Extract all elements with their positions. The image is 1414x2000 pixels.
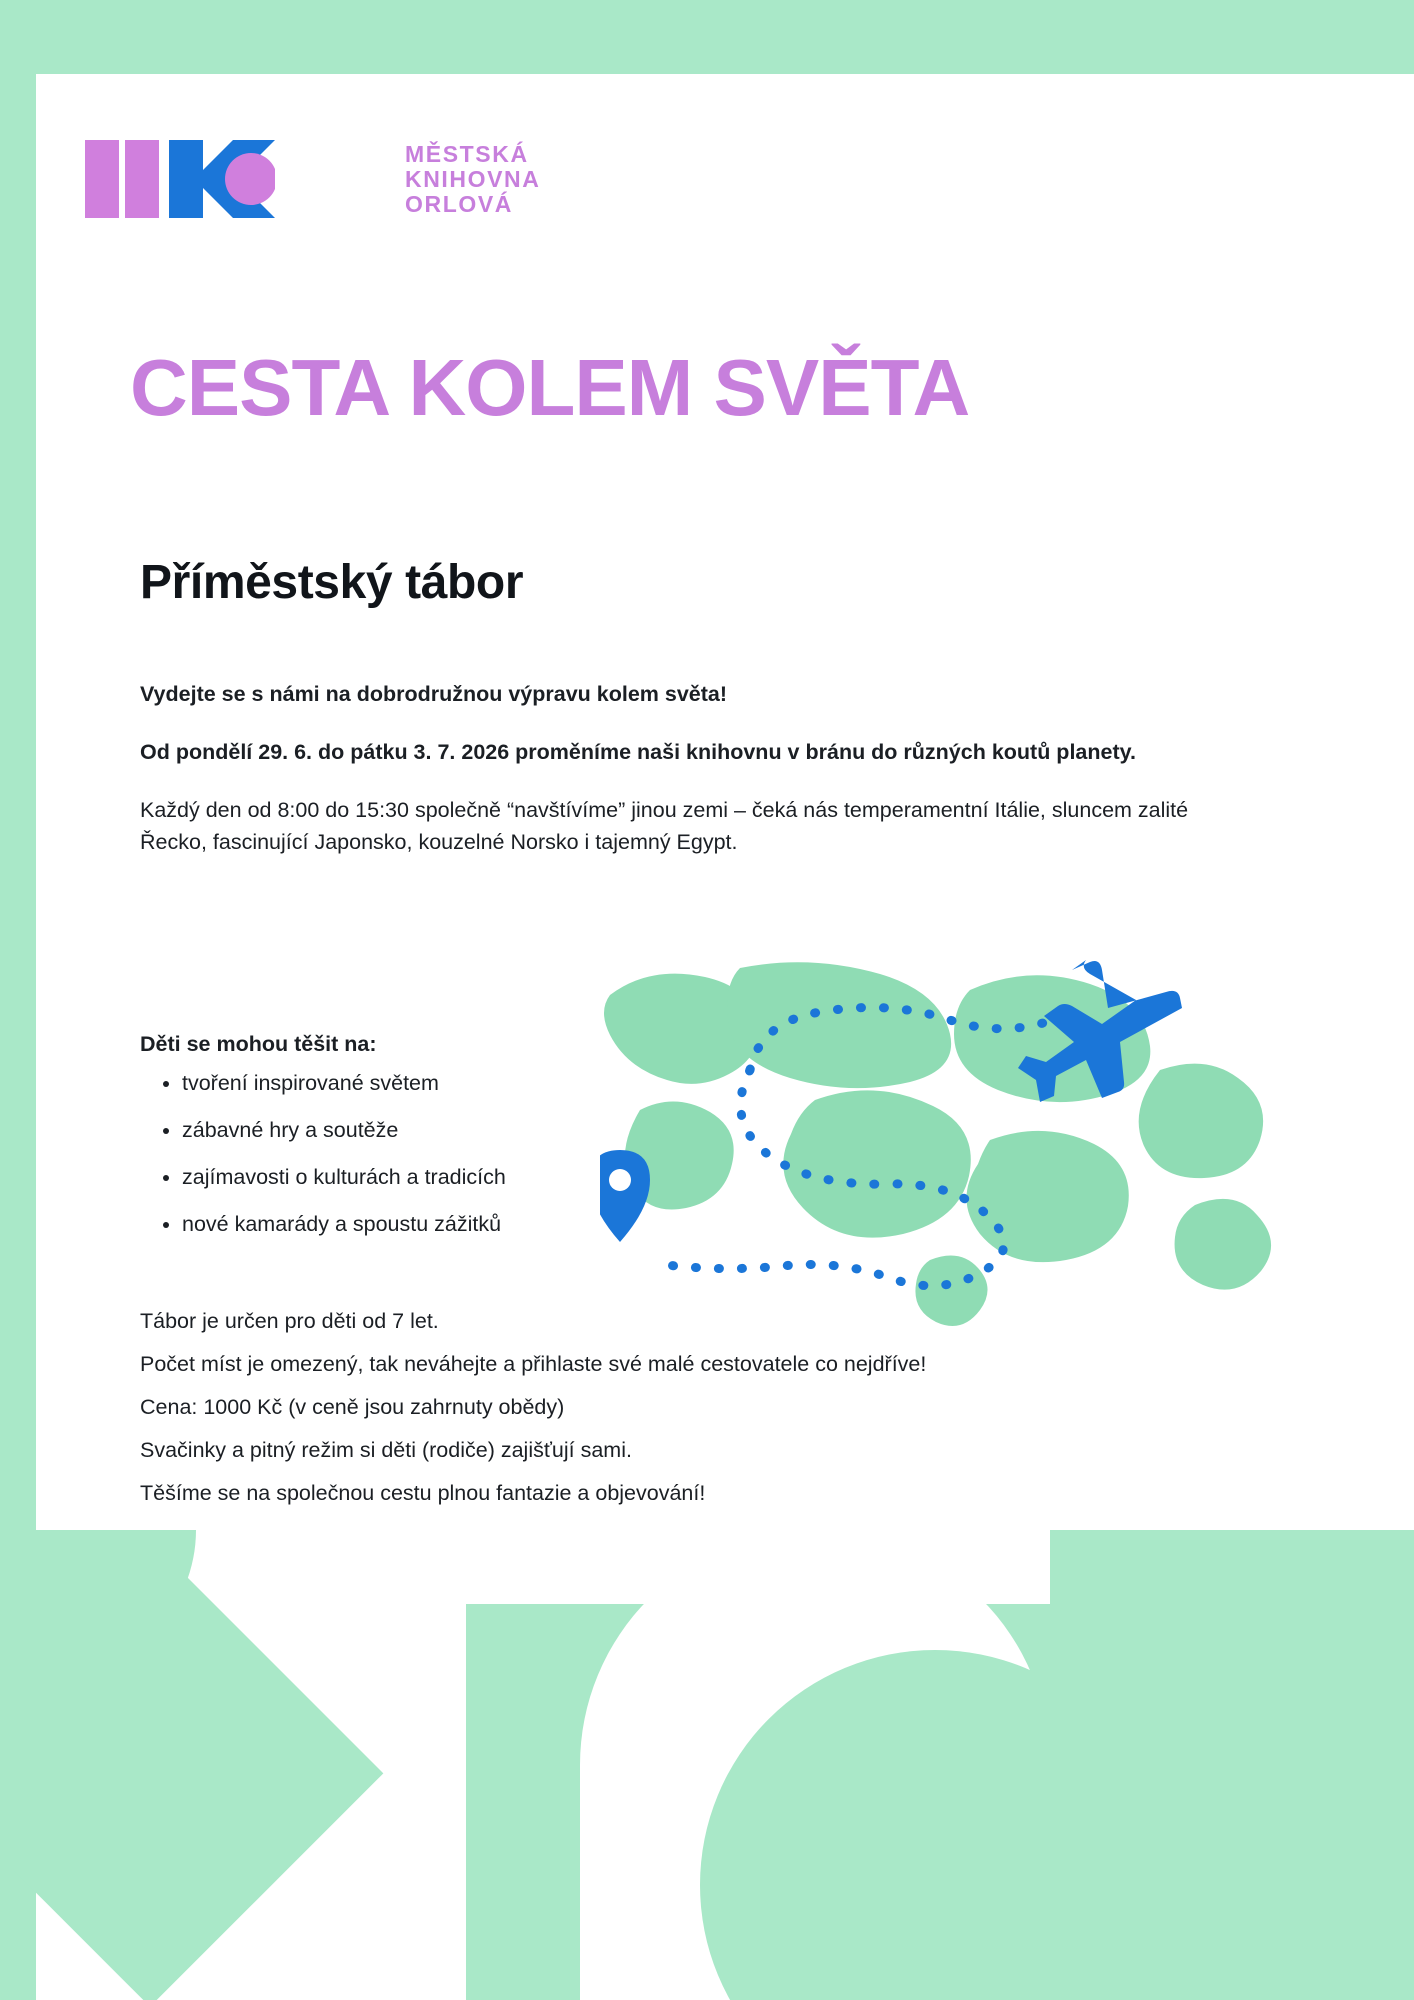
page-title: CESTA KOLEM SVĚTA xyxy=(130,343,970,432)
kids-activities-list xyxy=(140,1060,506,1248)
logo-wordmark xyxy=(405,142,540,217)
page-subtitle: Příměstský tábor xyxy=(140,556,524,609)
logo-line-3: ORLOVÁ xyxy=(405,191,513,217)
logo-line-1: MĚSTSKÁ xyxy=(405,141,529,167)
kids-activities-heading: Děti se mohou těšit na: xyxy=(140,1032,377,1056)
list-item: • nové kamarády a spoustu zážitků xyxy=(182,1201,506,1248)
footer-line: Těšíme se na společnou cestu plnou fantazie a objevování! xyxy=(140,1481,706,1505)
footer-line: Počet míst je omezený, tak neváhejte a přihlaste své malé cestovatele co nejdříve! xyxy=(140,1352,927,1376)
mko-logo-icon xyxy=(85,140,275,218)
footer-line: Cena: 1000 Kč (v ceně jsou zahrnuty obědy) xyxy=(140,1395,565,1419)
library-logo xyxy=(85,140,541,230)
decorative-o-mask xyxy=(1050,1530,1414,2000)
lead-paragraph: Vydejte se s námi na dobrodružnou výpravu kolem světa! xyxy=(140,682,728,706)
footer-line: Svačinky a pitný režim si děti (rodiče) zajišťují sami. xyxy=(140,1438,632,1462)
description-paragraph: Každý den od 8:00 do 15:30 společně “navštívíme” jinou zemi – čeká nás temperamentní Itálie, sluncem zalité Řecko, fascinující Japonsko, kouzelné Norsko i tajemný Egypt. xyxy=(140,798,1189,854)
footer-line: Tábor je určen pro děti od 7 let. xyxy=(140,1309,439,1333)
list-item: • zajímavosti o kulturách a tradicích xyxy=(182,1154,506,1201)
poster-footer-info xyxy=(140,1300,1290,1515)
list-item: • zábavné hry a soutěže xyxy=(182,1107,506,1154)
poster-body xyxy=(140,678,1245,884)
dates-paragraph: Od pondělí 29. 6. do pátku 3. 7. 2026 proměníme naši knihovnu v bránu do různých koutů planety. xyxy=(140,740,1136,764)
logo-line-2: KNIHOVNA xyxy=(405,166,541,192)
list-item: • tvoření inspirované světem xyxy=(182,1060,506,1107)
